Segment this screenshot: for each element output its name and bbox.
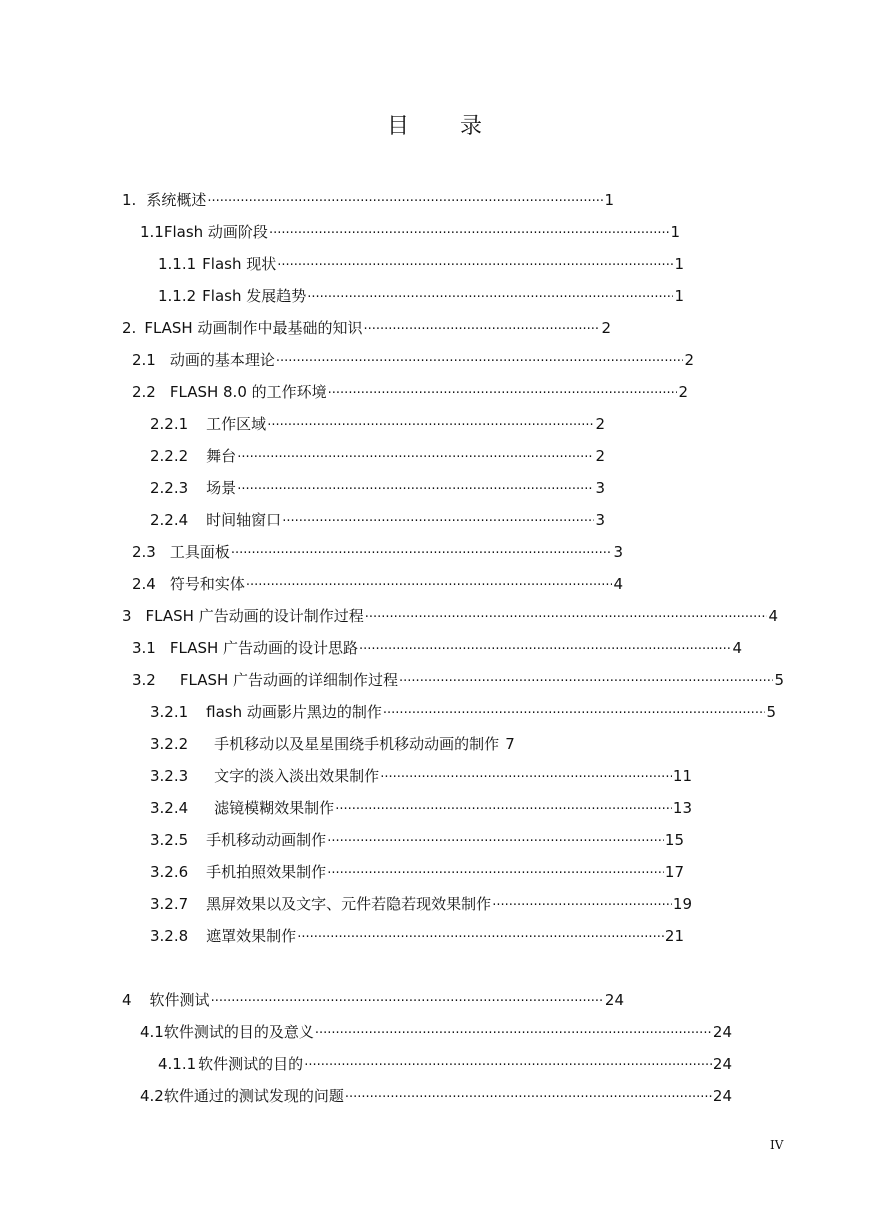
- toc-entry[interactable]: [150, 700, 776, 724]
- toc-entry-page: 2: [684, 351, 694, 369]
- toc-entry-page: 2: [595, 415, 605, 433]
- toc-entry-number: 2.2.1: [150, 415, 189, 433]
- toc-dot-leader: [327, 862, 664, 886]
- toc-dot-leader: [237, 446, 594, 470]
- toc-entry-page: 19: [672, 895, 692, 913]
- toc-entry-number: 1.1: [140, 223, 164, 241]
- toc-entry-number: 2.2: [132, 383, 156, 401]
- toc-entry-title: 软件测试: [149, 991, 210, 1009]
- toc-entry[interactable]: [150, 860, 684, 884]
- toc-entry[interactable]: [122, 188, 614, 212]
- toc-entry-number: 1.1.2: [158, 287, 197, 305]
- toc-entry-number: 2.2.3: [150, 479, 189, 497]
- toc-entry-page: 4: [613, 575, 623, 593]
- toc-dot-leader: [335, 798, 672, 822]
- toc-entry-title: 手机拍照效果制作: [206, 863, 327, 881]
- toc-entry-page: 15: [664, 831, 684, 849]
- toc-entry[interactable]: [132, 348, 694, 372]
- toc-entry-number: 3.1: [132, 639, 156, 657]
- toc-entry-number: 2.4: [132, 575, 156, 593]
- toc-entry-page: 3: [613, 543, 623, 561]
- toc-dot-leader: [276, 350, 684, 374]
- toc-entry-page: 5: [774, 671, 784, 689]
- toc-entry-title: 文字的淡入淡出效果制作: [214, 767, 380, 785]
- toc-dot-leader: [237, 478, 594, 502]
- toc-entry-number: 3.2.3: [150, 767, 189, 785]
- toc-entry-number: 2.3: [132, 543, 156, 561]
- toc-dot-leader: [269, 222, 670, 246]
- toc-entry-title: 动画的基本理论: [169, 351, 275, 369]
- toc-entry-number: 3.2.2: [150, 735, 189, 753]
- toc-entry-title: 软件通过的测试发现的问题: [163, 1087, 344, 1105]
- toc-entry-page: 11: [672, 767, 692, 785]
- toc-entry[interactable]: [150, 732, 620, 756]
- toc-dot-leader: [231, 542, 613, 566]
- toc-entry-number: 3: [122, 607, 132, 625]
- toc-entry-page: 2: [678, 383, 688, 401]
- toc-dot-leader: [315, 1022, 712, 1046]
- toc-dot-leader: [297, 926, 664, 950]
- toc-entry-number: 2.2.4: [150, 511, 189, 529]
- toc-entry-title: Flash 发展趋势: [202, 287, 307, 305]
- toc-entry[interactable]: [122, 988, 624, 1012]
- toc-entry-number: 3.2.1: [150, 703, 189, 721]
- toc-entry-number: 4.2: [140, 1087, 164, 1105]
- toc-dot-leader: [307, 286, 673, 310]
- toc-entry[interactable]: [132, 380, 688, 404]
- toc-entry-title: 系统概述: [146, 191, 207, 209]
- toc-entry-title: 手机移动动画制作: [206, 831, 327, 849]
- toc-entry-title: 工作区域: [206, 415, 267, 433]
- toc-entry-number: 3.2.7: [150, 895, 189, 913]
- toc-dot-leader: [365, 606, 768, 630]
- toc-entry-page: 24: [712, 1055, 732, 1073]
- toc-entry-title: FLASH 8.0 的工作环境: [169, 383, 327, 401]
- toc-dot-leader: [328, 382, 678, 406]
- toc-entry-number: 4: [122, 991, 132, 1009]
- toc-dot-leader: [304, 1054, 712, 1078]
- toc-entry[interactable]: [150, 476, 605, 500]
- toc-entry-title: 工具面板: [169, 543, 230, 561]
- toc-entry-page: 2: [601, 319, 611, 337]
- toc-entry-title: 黑屏效果以及文字、元件若隐若现效果制作: [206, 895, 492, 913]
- toc-entry-number: 1.1.1: [158, 255, 197, 273]
- toc-entry-page: 17: [664, 863, 684, 881]
- toc-entry[interactable]: [158, 284, 684, 308]
- toc-dot-leader: [380, 766, 672, 790]
- page-number: IV: [770, 1138, 784, 1152]
- toc-entry-title: 舞台: [206, 447, 237, 465]
- toc-entry-page: 1: [674, 287, 684, 305]
- toc-entry-title: 滤镜模糊效果制作: [214, 799, 335, 817]
- toc-entry[interactable]: [150, 924, 684, 948]
- toc-entry[interactable]: [158, 252, 684, 276]
- toc-dot-leader: [211, 990, 604, 1014]
- toc-entry[interactable]: [150, 828, 684, 852]
- toc-entry[interactable]: [140, 1084, 732, 1108]
- toc-entry-page: 1: [604, 191, 614, 209]
- toc-entry-number: 3.2.5: [150, 831, 189, 849]
- toc-entry-title: FLASH 广告动画的设计制作过程: [145, 607, 364, 625]
- page-title: 目 录: [387, 114, 504, 139]
- toc-entry-title: FLASH 广告动画的设计思路: [169, 639, 359, 657]
- toc-entry-number: 2.1: [132, 351, 156, 369]
- toc-entry[interactable]: [122, 604, 778, 628]
- toc-entry[interactable]: [150, 508, 605, 532]
- toc-entry-number: 4.1: [140, 1023, 164, 1041]
- toc-dot-leader: [207, 190, 603, 214]
- toc-entry-title: FLASH 广告动画的详细制作过程: [179, 671, 399, 689]
- toc-entry-number: 3.2: [132, 671, 156, 689]
- toc-entry[interactable]: [150, 764, 692, 788]
- toc-entry-number: 1.: [122, 191, 137, 209]
- toc-entry[interactable]: [122, 316, 611, 340]
- toc-entry-title: 场景: [206, 479, 237, 497]
- toc-dot-leader: [383, 702, 766, 726]
- toc-dot-leader: [246, 574, 613, 598]
- toc-entry-number: 2.: [122, 319, 137, 337]
- toc-entry[interactable]: [150, 412, 605, 436]
- toc-entry[interactable]: [140, 1020, 732, 1044]
- toc-entry[interactable]: [140, 220, 680, 244]
- toc-entry[interactable]: [150, 444, 605, 468]
- toc-entry-page: 3: [595, 479, 605, 497]
- toc-entry-title: 符号和实体: [169, 575, 245, 593]
- toc-entry-title: 遮罩效果制作: [206, 927, 297, 945]
- toc-entry-page: 24: [712, 1087, 732, 1105]
- toc-entry-title: Flash 动画阶段: [163, 223, 268, 241]
- toc-dot-leader: [363, 318, 600, 342]
- toc-entry-title: 时间轴窗口: [206, 511, 282, 529]
- toc-entry-number: 3.2.4: [150, 799, 189, 817]
- toc-entry-page: 1: [670, 223, 680, 241]
- toc-entry-number: 2.2.2: [150, 447, 189, 465]
- toc-entry[interactable]: [150, 892, 692, 916]
- toc-entry-title: 手机移动以及星星围绕手机移动动画的制作: [214, 735, 500, 753]
- toc-dot-leader: [359, 638, 731, 662]
- toc-dot-leader: [267, 414, 594, 438]
- toc-entry-number: 3.2.8: [150, 927, 189, 945]
- toc-entry-title: 软件测试的目的及意义: [163, 1023, 314, 1041]
- toc-entry-page: 24: [712, 1023, 732, 1041]
- toc-entry-page: 2: [595, 447, 605, 465]
- toc-entry[interactable]: [132, 668, 784, 692]
- toc-entry[interactable]: [132, 540, 623, 564]
- toc-dot-leader: [282, 510, 594, 534]
- toc-entry-page: 13: [672, 799, 692, 817]
- toc-entry-title: FLASH 动画制作中最基础的知识: [144, 319, 363, 337]
- toc-entry-page: 3: [595, 511, 605, 529]
- toc-dot-leader: [277, 254, 673, 278]
- toc-entry-page: 21: [664, 927, 684, 945]
- toc-entry[interactable]: [132, 572, 623, 596]
- toc-entry-page: 4: [732, 639, 742, 657]
- toc-entry-page: 7: [505, 735, 515, 753]
- toc-entry-page: 1: [674, 255, 684, 273]
- toc-entry-title: 软件测试的目的: [198, 1055, 304, 1073]
- toc-dot-leader: [399, 670, 773, 694]
- toc-entry[interactable]: [158, 1052, 732, 1076]
- toc-entry-page: 24: [604, 991, 624, 1009]
- toc-entry-number: 3.2.6: [150, 863, 189, 881]
- toc-entry[interactable]: [150, 796, 692, 820]
- toc-dot-leader: [327, 830, 664, 854]
- toc-dot-leader: [492, 894, 672, 918]
- toc-entry-page: 4: [768, 607, 778, 625]
- toc-entry-number: 4.1.1: [158, 1055, 197, 1073]
- toc-dot-leader: [345, 1086, 712, 1110]
- toc-entry-page: 5: [766, 703, 776, 721]
- toc-entry-title: flash 动画影片黑边的制作: [206, 703, 382, 721]
- toc-entry-title: Flash 现状: [202, 255, 277, 273]
- toc-entry[interactable]: [132, 636, 742, 660]
